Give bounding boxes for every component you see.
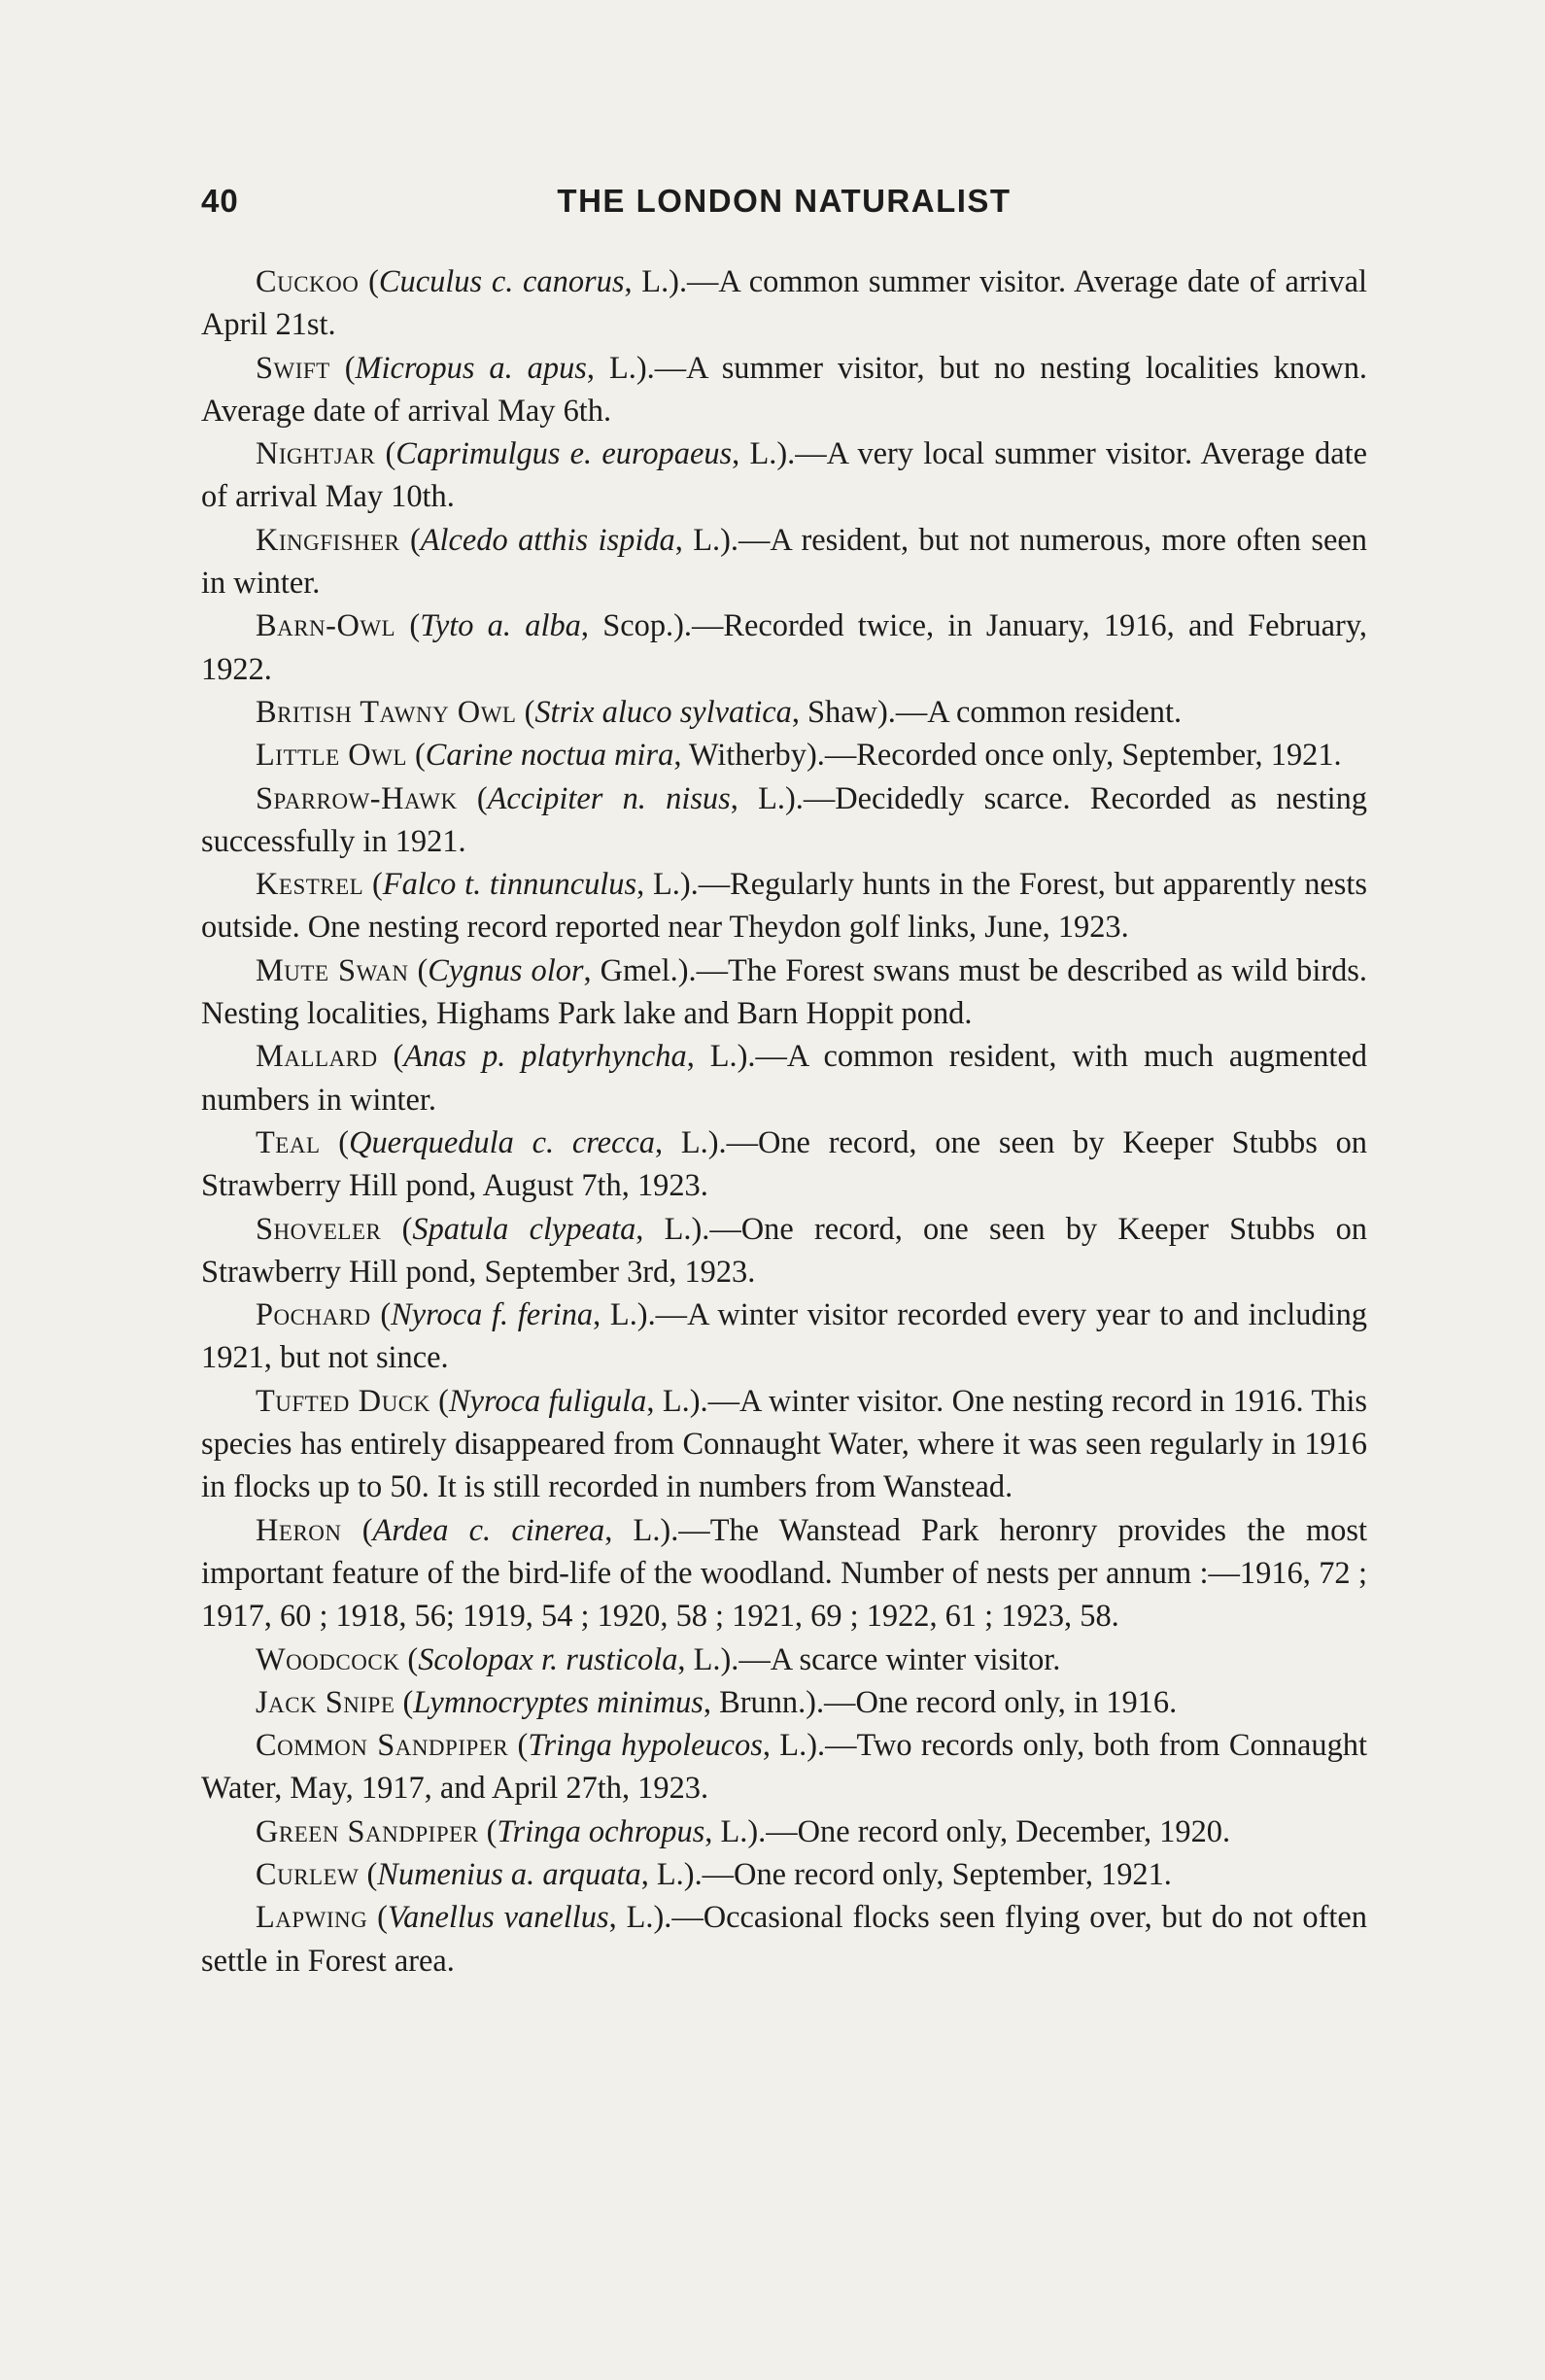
species-entry <box>201 1724 1367 1811</box>
species-common-name: Barn-Owl <box>256 608 396 644</box>
species-scientific-name: Lymnocryptes minimus <box>413 1684 704 1720</box>
species-description: , L.).—A common resident, with much augmented numbers in winter. <box>201 1039 1367 1118</box>
species-scientific-name: Spatula clypeata <box>412 1211 636 1247</box>
species-scientific-name: Tyto a. alba <box>420 608 581 644</box>
species-entry <box>201 1638 1367 1681</box>
species-scientific-name: Strix aluco sylvatica <box>534 694 792 730</box>
species-description: , L.).—Decidedly scarce. Recorded as nesting successfully in 1921. <box>201 780 1367 859</box>
species-common-name: Little Owl <box>256 738 407 774</box>
species-common-name: Teal <box>256 1124 321 1160</box>
species-scientific-name: Anas p. platyrhyncha <box>403 1039 687 1075</box>
species-description: , L.).—Occasional flocks seen flying over, but do not often settle in Forest area. <box>201 1900 1367 1979</box>
species-common-name: Lapwing <box>256 1900 368 1936</box>
species-common-name: Cuckoo <box>256 264 360 299</box>
page-number: 40 <box>201 183 239 219</box>
species-scientific-name: Alcedo atthis ispida <box>420 522 675 558</box>
species-description: , L.).—One record only, September, 1921. <box>640 1856 1172 1892</box>
species-common-name: Mallard <box>256 1039 378 1075</box>
species-common-name: Woodcock <box>256 1641 400 1677</box>
species-description: , L.).—A common summer visitor. Average date of arrival April 21st. <box>201 264 1367 343</box>
species-scientific-name: Carine noctua mira <box>425 738 674 774</box>
species-common-name: Kingfisher <box>256 522 400 558</box>
species-description: , Shaw).—A common resident. <box>791 694 1183 730</box>
species-entry <box>201 1208 1367 1294</box>
species-description: , L.).—A winter visitor recorded every year to and including 1921, but not since. <box>201 1297 1367 1376</box>
species-description: , L.).—One record, one seen by Keeper Stubbs on Strawberry Hill pond, September 3rd, 1923. <box>201 1211 1367 1290</box>
open-paren: ( <box>377 1039 404 1075</box>
species-scientific-name: Numenius a. arquata <box>377 1856 641 1892</box>
species-entry <box>201 1681 1367 1724</box>
open-paren: ( <box>508 1728 529 1764</box>
open-paren: ( <box>408 952 429 988</box>
species-scientific-name: Caprimulgus e. europaeus <box>395 436 733 472</box>
species-entry <box>201 1380 1367 1509</box>
species-scientific-name: Nyroca fuligula <box>448 1383 647 1419</box>
species-entry <box>201 260 1367 347</box>
species-common-name: Heron <box>256 1512 342 1548</box>
running-head: THE LONDON NATURALIST <box>557 183 1012 219</box>
species-scientific-name: Micropus a. apus <box>355 350 587 386</box>
open-paren: ( <box>399 522 421 558</box>
species-entry <box>201 519 1367 605</box>
species-entry <box>201 1811 1367 1853</box>
species-description: , L.).—A scarce winter visitor. <box>677 1641 1061 1677</box>
book-page <box>201 175 1367 1983</box>
species-common-name: Pochard <box>256 1297 371 1333</box>
open-paren: ( <box>370 1297 392 1333</box>
species-common-name: Sparrow-Hawk <box>256 780 458 816</box>
open-paren: ( <box>399 1641 419 1677</box>
species-entry <box>201 1035 1367 1121</box>
species-common-name: Common Sandpiper <box>256 1728 509 1764</box>
species-list <box>201 260 1367 1983</box>
open-paren: ( <box>329 350 356 386</box>
species-description: , L.).—One record only, December, 1920. <box>704 1813 1231 1849</box>
species-scientific-name: Accipiter n. nisus <box>487 780 731 816</box>
species-entry <box>201 1509 1367 1638</box>
species-entry <box>201 863 1367 949</box>
species-entry <box>201 1121 1367 1208</box>
open-paren: ( <box>406 738 426 774</box>
species-description: , Brunn.).—One record only, in 1916. <box>703 1684 1178 1720</box>
species-scientific-name: Cuculus c. canorus <box>378 264 625 299</box>
species-common-name: British Tawny Owl <box>256 694 517 730</box>
species-description: , L.).—A summer visitor, but no nesting localities known. Average date of arrival May 6th. <box>201 350 1367 429</box>
species-entry <box>201 734 1367 776</box>
species-common-name: Mute Swan <box>256 952 409 988</box>
species-entry <box>201 1853 1367 1896</box>
species-scientific-name: Cygnus olor <box>428 952 584 988</box>
species-scientific-name: Scolopax r. rusticola <box>418 1641 678 1677</box>
open-paren: ( <box>395 608 421 644</box>
species-entry <box>201 604 1367 691</box>
page-header <box>201 175 1367 227</box>
species-description: , Gmel.).—The Forest swans must be described as wild birds. Nesting localities, Highams Park lake and Barn Hoppit pond. <box>201 952 1368 1032</box>
species-scientific-name: Ardea c. cinerea <box>372 1512 605 1548</box>
species-description: , L.).—A resident, but not numerous, more often seen in winter. <box>201 522 1367 602</box>
species-description: , Witherby).—Recorded once only, September, 1921. <box>673 738 1342 774</box>
open-paren: ( <box>359 1856 378 1892</box>
species-common-name: Tufted Duck <box>256 1383 430 1419</box>
open-paren: ( <box>516 694 535 730</box>
species-entry <box>201 949 1367 1036</box>
open-paren: ( <box>381 1211 413 1247</box>
species-description: , Scop.).—Recorded twice, in January, 1916, and February, 1922. <box>201 608 1368 687</box>
species-common-name: Curlew <box>256 1856 360 1892</box>
species-common-name: Swift <box>256 350 330 386</box>
open-paren: ( <box>320 1124 350 1160</box>
open-paren: ( <box>395 1684 414 1720</box>
open-paren: ( <box>341 1512 373 1548</box>
species-common-name: Kestrel <box>256 867 364 903</box>
open-paren: ( <box>429 1383 449 1419</box>
species-entry <box>201 777 1367 864</box>
species-scientific-name: Tringa ochropus <box>497 1813 705 1849</box>
species-description: , L.).—Regularly hunts in the Forest, but apparently nests outside. One nesting record reported near Theydon golf links, June, 1923. <box>201 867 1367 946</box>
species-entry <box>201 1293 1367 1380</box>
species-entry <box>201 347 1367 433</box>
open-paren: ( <box>375 436 396 472</box>
species-scientific-name: Nyroca f. ferina <box>391 1297 594 1333</box>
species-description: , L.).—The Wanstead Park heronry provides the most important feature of the bird-life of the woodland. Number of nests per annum :—1916, 72 ; 1917, 60 ; 1918, 56; 1919, 54 ; 1920, 58 ; 1921, 69 ; 1922, 61 ; 1923, 58. <box>201 1512 1367 1635</box>
species-description: , L.).—Two records only, both from Connaught Water, May, 1917, and April 27th, 1923. <box>201 1728 1367 1807</box>
open-paren: ( <box>367 1900 388 1936</box>
species-description: , L.).—A winter visitor. One nesting record in 1916. This species has entirely disappeared from Connaught Water, where it was seen regularly in 1916 in flocks up to 50. It is still recorded in numbers from Wanstead. <box>201 1383 1367 1505</box>
open-paren: ( <box>359 264 379 299</box>
species-description: , L.).—One record, one seen by Keeper Stubbs on Strawberry Hill pond, August 7th, 1923. <box>201 1124 1368 1204</box>
open-paren: ( <box>457 780 488 816</box>
species-entry <box>201 432 1367 519</box>
species-common-name: Shoveler <box>256 1211 382 1247</box>
species-common-name: Green Sandpiper <box>256 1813 479 1849</box>
species-common-name: Jack Snipe <box>256 1684 395 1720</box>
species-scientific-name: Falco t. tinnunculus <box>382 867 637 903</box>
species-scientific-name: Querquedula c. crecca <box>349 1124 655 1160</box>
open-paren: ( <box>363 867 383 903</box>
species-entry <box>201 691 1367 734</box>
species-description: , L.).—A very local summer visitor. Average date of arrival May 10th. <box>201 436 1367 515</box>
species-common-name: Nightjar <box>256 436 376 472</box>
species-entry <box>201 1896 1367 1983</box>
species-scientific-name: Tringa hypoleucos <box>528 1728 763 1764</box>
species-scientific-name: Vanellus vanellus <box>387 1900 609 1936</box>
open-paren: ( <box>478 1813 498 1849</box>
